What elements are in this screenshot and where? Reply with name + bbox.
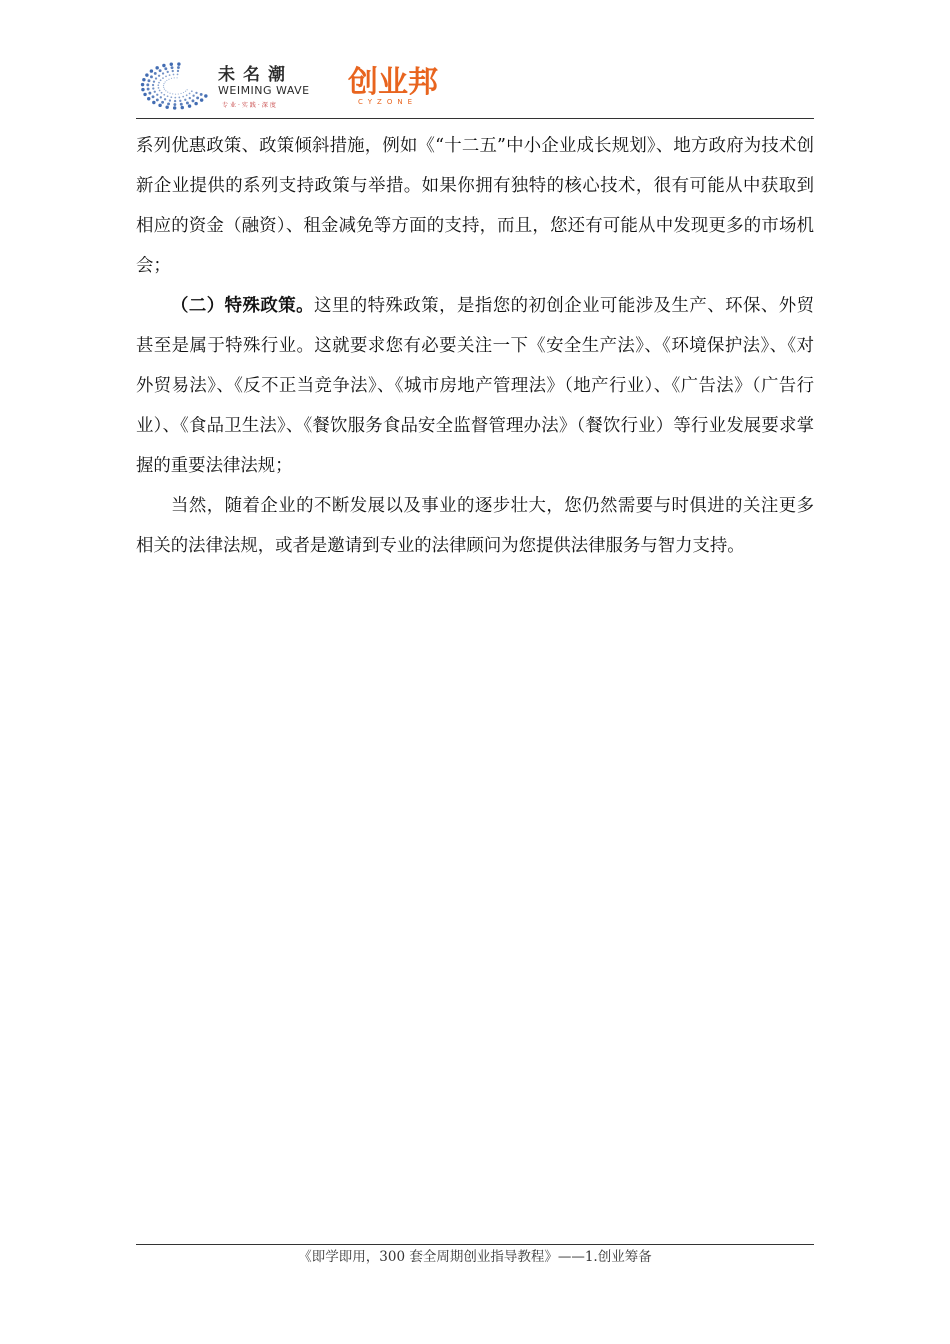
swirl-dot xyxy=(163,83,164,84)
swirl-dot xyxy=(177,70,179,72)
swirl-dot xyxy=(204,94,207,97)
swirl-dot xyxy=(156,98,159,101)
swirl-dot xyxy=(160,96,162,98)
swirl-dot xyxy=(183,92,184,93)
swirl-dot xyxy=(167,71,169,73)
swirl-dot xyxy=(150,69,153,72)
swirl-dot xyxy=(178,97,180,99)
swirl-dot xyxy=(167,92,168,93)
swirl-dot xyxy=(165,105,168,108)
swirl-dot xyxy=(147,88,150,91)
swirl-dot xyxy=(147,97,150,100)
swirl-dot xyxy=(162,64,165,67)
document-body xyxy=(136,126,814,566)
swirl-dot xyxy=(158,82,160,84)
swirl-dot xyxy=(169,99,171,101)
swirl-dot xyxy=(152,101,155,104)
swirl-dot xyxy=(171,66,174,69)
swirl-dot xyxy=(161,101,164,104)
swirl-dot xyxy=(155,77,157,79)
swirl-dot xyxy=(155,66,158,69)
swirl-dot xyxy=(154,91,156,93)
swirl-dot xyxy=(195,92,197,94)
swirl-dot xyxy=(168,79,169,80)
swirl-dot xyxy=(142,78,145,81)
swirl-dot xyxy=(182,96,184,98)
swirl-dot xyxy=(176,77,177,78)
swirl-dot xyxy=(167,95,169,97)
swirl-dot xyxy=(173,106,176,109)
header-divider xyxy=(136,118,814,119)
swirl-dot xyxy=(165,90,166,91)
swirl-dot xyxy=(189,97,191,99)
swirl-dot xyxy=(180,103,183,106)
swirl-dot xyxy=(184,99,186,101)
swirl-dot xyxy=(163,85,164,86)
swirl-dot xyxy=(165,75,167,77)
swirl-dot xyxy=(162,72,164,74)
swirl-dot xyxy=(181,106,184,109)
footer-divider xyxy=(136,1244,814,1245)
page-header xyxy=(136,52,814,118)
swirl-dot xyxy=(169,93,170,94)
swirl-dot xyxy=(141,83,144,86)
swirl-dot xyxy=(178,93,179,94)
weiming-wave-logo-icon xyxy=(136,58,214,114)
swirl-dot xyxy=(173,74,175,76)
swirl-dot xyxy=(179,100,181,102)
paragraph-text: 当然，随着企业的不断发展以及事业的逐步壮大，您仍然需要与时俱进的关注更多相关的法律法规，或者是邀请到专业的法律顾问为您提供法律服务与智力支持。 xyxy=(136,496,814,556)
swirl-dot xyxy=(147,79,150,82)
swirl-dot xyxy=(162,77,164,79)
cyzone-logo-cn: 创业邦 xyxy=(348,65,438,100)
swirl-dot xyxy=(191,90,193,92)
swirl-dot xyxy=(153,81,155,83)
paragraph-3 xyxy=(136,486,814,566)
paragraph-1 xyxy=(136,126,814,286)
swirl-dot xyxy=(163,87,164,88)
swirl-dot xyxy=(164,89,165,90)
swirl-dot xyxy=(143,93,146,96)
swirl-dot xyxy=(187,89,188,90)
swirl-dot xyxy=(189,93,191,95)
swirl-dot xyxy=(152,84,154,86)
swirl-dot xyxy=(177,62,180,65)
cyzone-logo-icon xyxy=(346,60,438,108)
swirl-dot xyxy=(200,98,203,101)
swirl-dot xyxy=(172,70,174,72)
cyzone-logo-en: CYZONE xyxy=(358,98,418,106)
swirl-dot xyxy=(170,96,172,98)
swirl-dot xyxy=(165,81,166,82)
paragraph-lead: （二）特殊政策。 xyxy=(171,296,314,316)
swirl-dot xyxy=(173,103,176,106)
swirl-dot xyxy=(192,99,195,102)
swirl-dot xyxy=(196,96,199,99)
swirl-dot xyxy=(152,87,154,89)
swirl-dot xyxy=(174,100,176,102)
swirl-dot xyxy=(141,88,144,91)
swirl-dot xyxy=(156,94,158,96)
swirl-dot xyxy=(177,66,180,69)
brand-name-cn: 未名潮 xyxy=(218,65,293,85)
swirl-dot xyxy=(186,102,189,105)
swirl-dot xyxy=(174,77,175,78)
swirl-dot xyxy=(148,92,151,95)
brand-tagline: 专业·实践·深度 xyxy=(222,102,278,109)
swirl-dot xyxy=(163,94,165,96)
swirl-dot xyxy=(146,83,149,86)
swirl-dot xyxy=(161,92,163,94)
swirl-dot xyxy=(175,94,176,95)
brand-name-en: WEIMING WAVE xyxy=(218,84,310,97)
swirl-dot xyxy=(154,72,157,75)
swirl-dot xyxy=(194,102,197,105)
swirl-dot xyxy=(164,67,167,70)
paragraph-2 xyxy=(136,286,814,486)
swirl-dot xyxy=(159,69,162,72)
swirl-dot xyxy=(170,63,173,66)
paragraph-text: 这里的特殊政策，是指您的初创企业可能涉及生产、环保、外贸甚至是属于特殊行业。这就要求您有必要关注一下《安全生产法》、《环境保护法》、《对外贸易法》、《反不正当竞争法》、《城市房地产管理法》（地产行业）、《广告法》（广告行业）、《食品卫生法》、《餐饮服务食品安全监督管理办法》（餐饮行业）等行业发展要求掌握的重要法律法规； xyxy=(136,296,814,476)
swirl-dot xyxy=(172,93,173,94)
swirl-dot xyxy=(158,104,161,107)
swirl-dot xyxy=(158,87,160,89)
swirl-dot xyxy=(185,91,186,92)
swirl-dot xyxy=(188,104,191,107)
swirl-dot xyxy=(145,73,148,76)
swirl-dot xyxy=(164,98,166,100)
swirl-dot xyxy=(180,93,181,94)
swirl-dot xyxy=(169,74,171,76)
swirl-dot xyxy=(159,90,161,92)
swirl-dot xyxy=(166,80,167,81)
swirl-dot xyxy=(186,94,188,96)
swirl-dot xyxy=(160,79,162,81)
swirl-dot xyxy=(171,78,172,79)
swirl-dot xyxy=(177,74,179,76)
swirl-dot xyxy=(174,97,176,99)
page-footer: 《即学即用，300 套全周期创业指导教程》——1.创业筹备 xyxy=(298,1249,652,1265)
swirl-dot xyxy=(152,95,155,98)
swirl-dot xyxy=(192,95,194,97)
swirl-dot xyxy=(200,93,203,96)
swirl-dot xyxy=(150,75,153,78)
swirl-dot xyxy=(157,84,159,86)
swirl-dot xyxy=(158,75,160,77)
swirl-dot xyxy=(167,102,170,105)
paragraph-text: 系列优惠政策、政策倾斜措施，例如《“十二五”中小企业成长规划》、地方政府为技术创新企业提供的系列支持政策与举措。如果你拥有独特的核心技术，很有可能从中获取到相应的资金（融资）、租金减免等方面的支持，而且，您还有可能从中发现更多的市场机会； xyxy=(136,136,814,276)
